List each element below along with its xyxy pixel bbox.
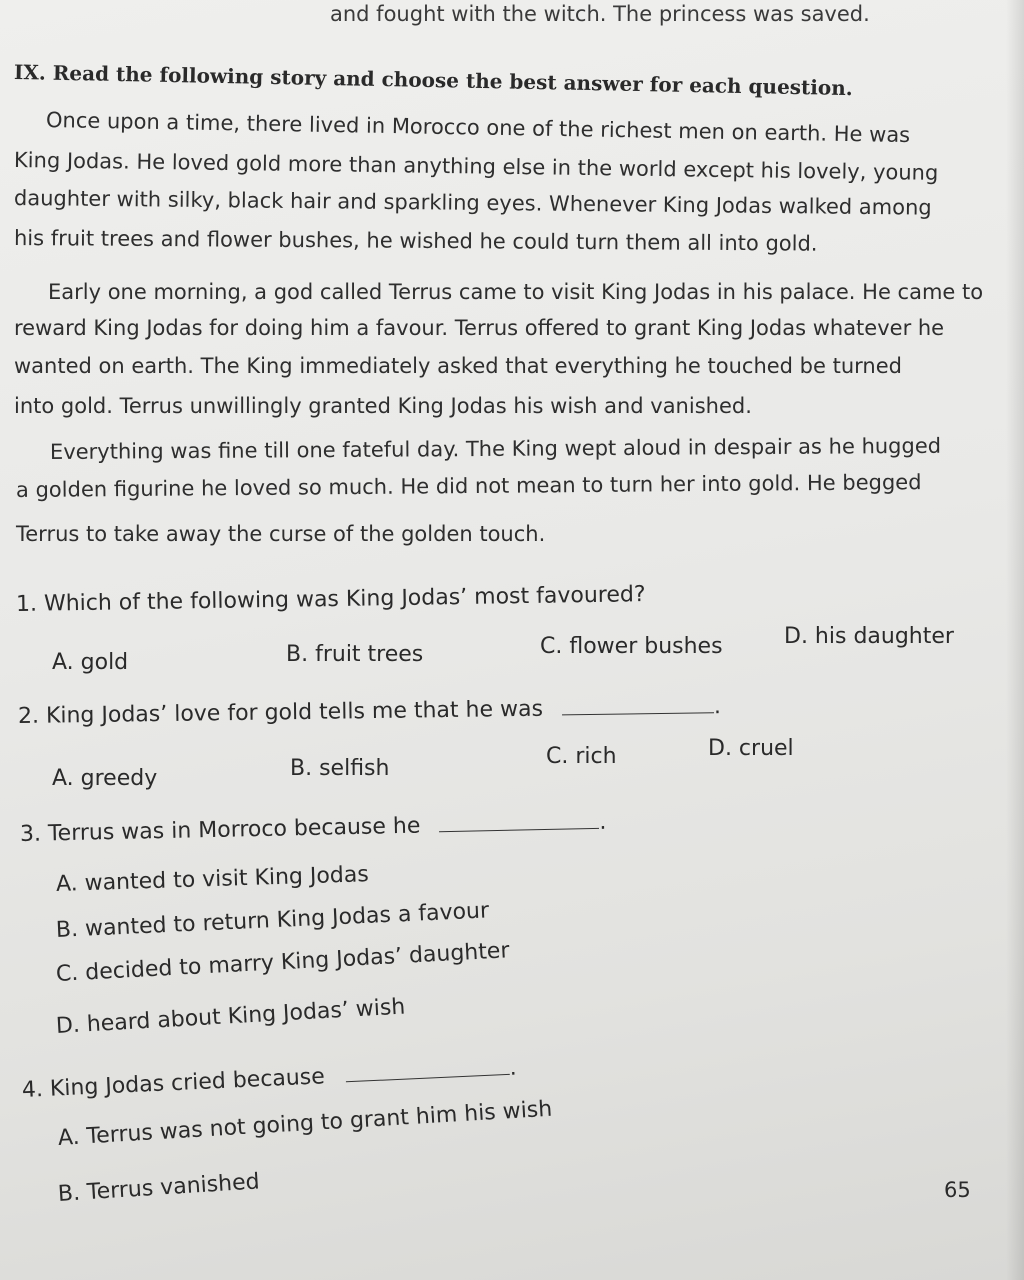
question-1-option-b: B. fruit trees: [286, 642, 424, 667]
question-4-prompt-text: 4. King Jodas cried because: [21, 1064, 326, 1103]
question-2-option-a: A. greedy: [52, 766, 158, 791]
question-3-option-d: D. heard about King Jodas’ wish: [55, 994, 406, 1039]
question-2-answer-blank[interactable]: [562, 712, 714, 715]
story-paragraph-2-line-3: wanted on earth. The King immediately asked that everything he touched be turned: [14, 354, 902, 378]
question-1-option-a: A. gold: [52, 650, 129, 675]
question-3-prompt-text: 3. Terrus was in Morroco because he: [19, 813, 421, 847]
question-3-prompt: [20, 810, 607, 847]
question-1-option-c: C. flower bushes: [540, 634, 723, 659]
question-4-answer-blank[interactable]: [346, 1074, 510, 1082]
question-1-option-d: D. his daughter: [784, 624, 954, 649]
question-3-option-c: C. decided to marry King Jodas’ daughter: [55, 938, 511, 987]
story-paragraph-3-line-3: Terrus to take away the curse of the golden touch.: [16, 522, 546, 546]
question-2-option-d: D. cruel: [708, 736, 794, 761]
story-paragraph-1-line-1: Once upon a time, there lived in Morocco one of the richest men on earth. He was: [45, 108, 911, 148]
story-paragraph-2-line-1: Early one morning, a god called Terrus came to visit King Jodas in his palace. He came to: [48, 280, 984, 304]
question-4-option-b: B. Terrus vanished: [57, 1169, 261, 1207]
story-paragraph-1-line-4: his fruit trees and flower bushes, he wished he could turn them all into gold.: [13, 226, 818, 256]
question-2-prompt: [18, 694, 721, 729]
story-paragraph-3-line-2: a golden figurine he loved so much. He did not mean to turn her into gold. He begged: [15, 470, 922, 502]
question-4-option-a: A. Terrus was not going to grant him his wish: [57, 1096, 553, 1151]
question-2-prompt-text: 2. King Jodas’ love for gold tells me that he was: [17, 696, 544, 729]
section-heading: IX. Read the following story and choose the best answer for each question.: [13, 60, 853, 101]
question-4-end-period: .: [508, 1055, 518, 1081]
question-3-option-b: B. wanted to return King Jodas a favour: [55, 898, 490, 943]
question-3-option-a: A. wanted to visit King Jodas: [55, 862, 370, 897]
story-paragraph-1-line-2: King Jodas. He loved gold more than anything else in the world except his lovely, young: [13, 148, 939, 185]
page-edge-shadow: [1006, 0, 1024, 1280]
question-3-answer-blank[interactable]: [439, 828, 599, 832]
question-2-option-c: C. rich: [546, 744, 617, 769]
question-1-prompt: 1. Which of the following was King Jodas’ most favoured?: [15, 582, 646, 617]
story-paragraph-1-line-3: daughter with silky, black hair and sparkling eyes. Whenever King Jodas walked among: [13, 186, 932, 220]
question-2-end-period: .: [713, 694, 722, 720]
question-2-option-b: B. selfish: [290, 756, 390, 781]
question-3-end-period: .: [599, 809, 607, 835]
story-paragraph-2-line-4: into gold. Terrus unwillingly granted King Jodas his wish and vanished.: [14, 394, 752, 418]
page-number: 65: [944, 1178, 971, 1202]
question-4-prompt: [21, 1056, 517, 1103]
story-paragraph-3-line-1: Everything was fine till one fateful day. The King wept aloud in despair as he hugged: [49, 433, 942, 464]
story-paragraph-2-line-2: reward King Jodas for doing him a favour. Terrus offered to grant King Jodas whatever he: [14, 316, 945, 340]
previous-section-last-line: and fought with the witch. The princess was saved.: [330, 2, 870, 26]
